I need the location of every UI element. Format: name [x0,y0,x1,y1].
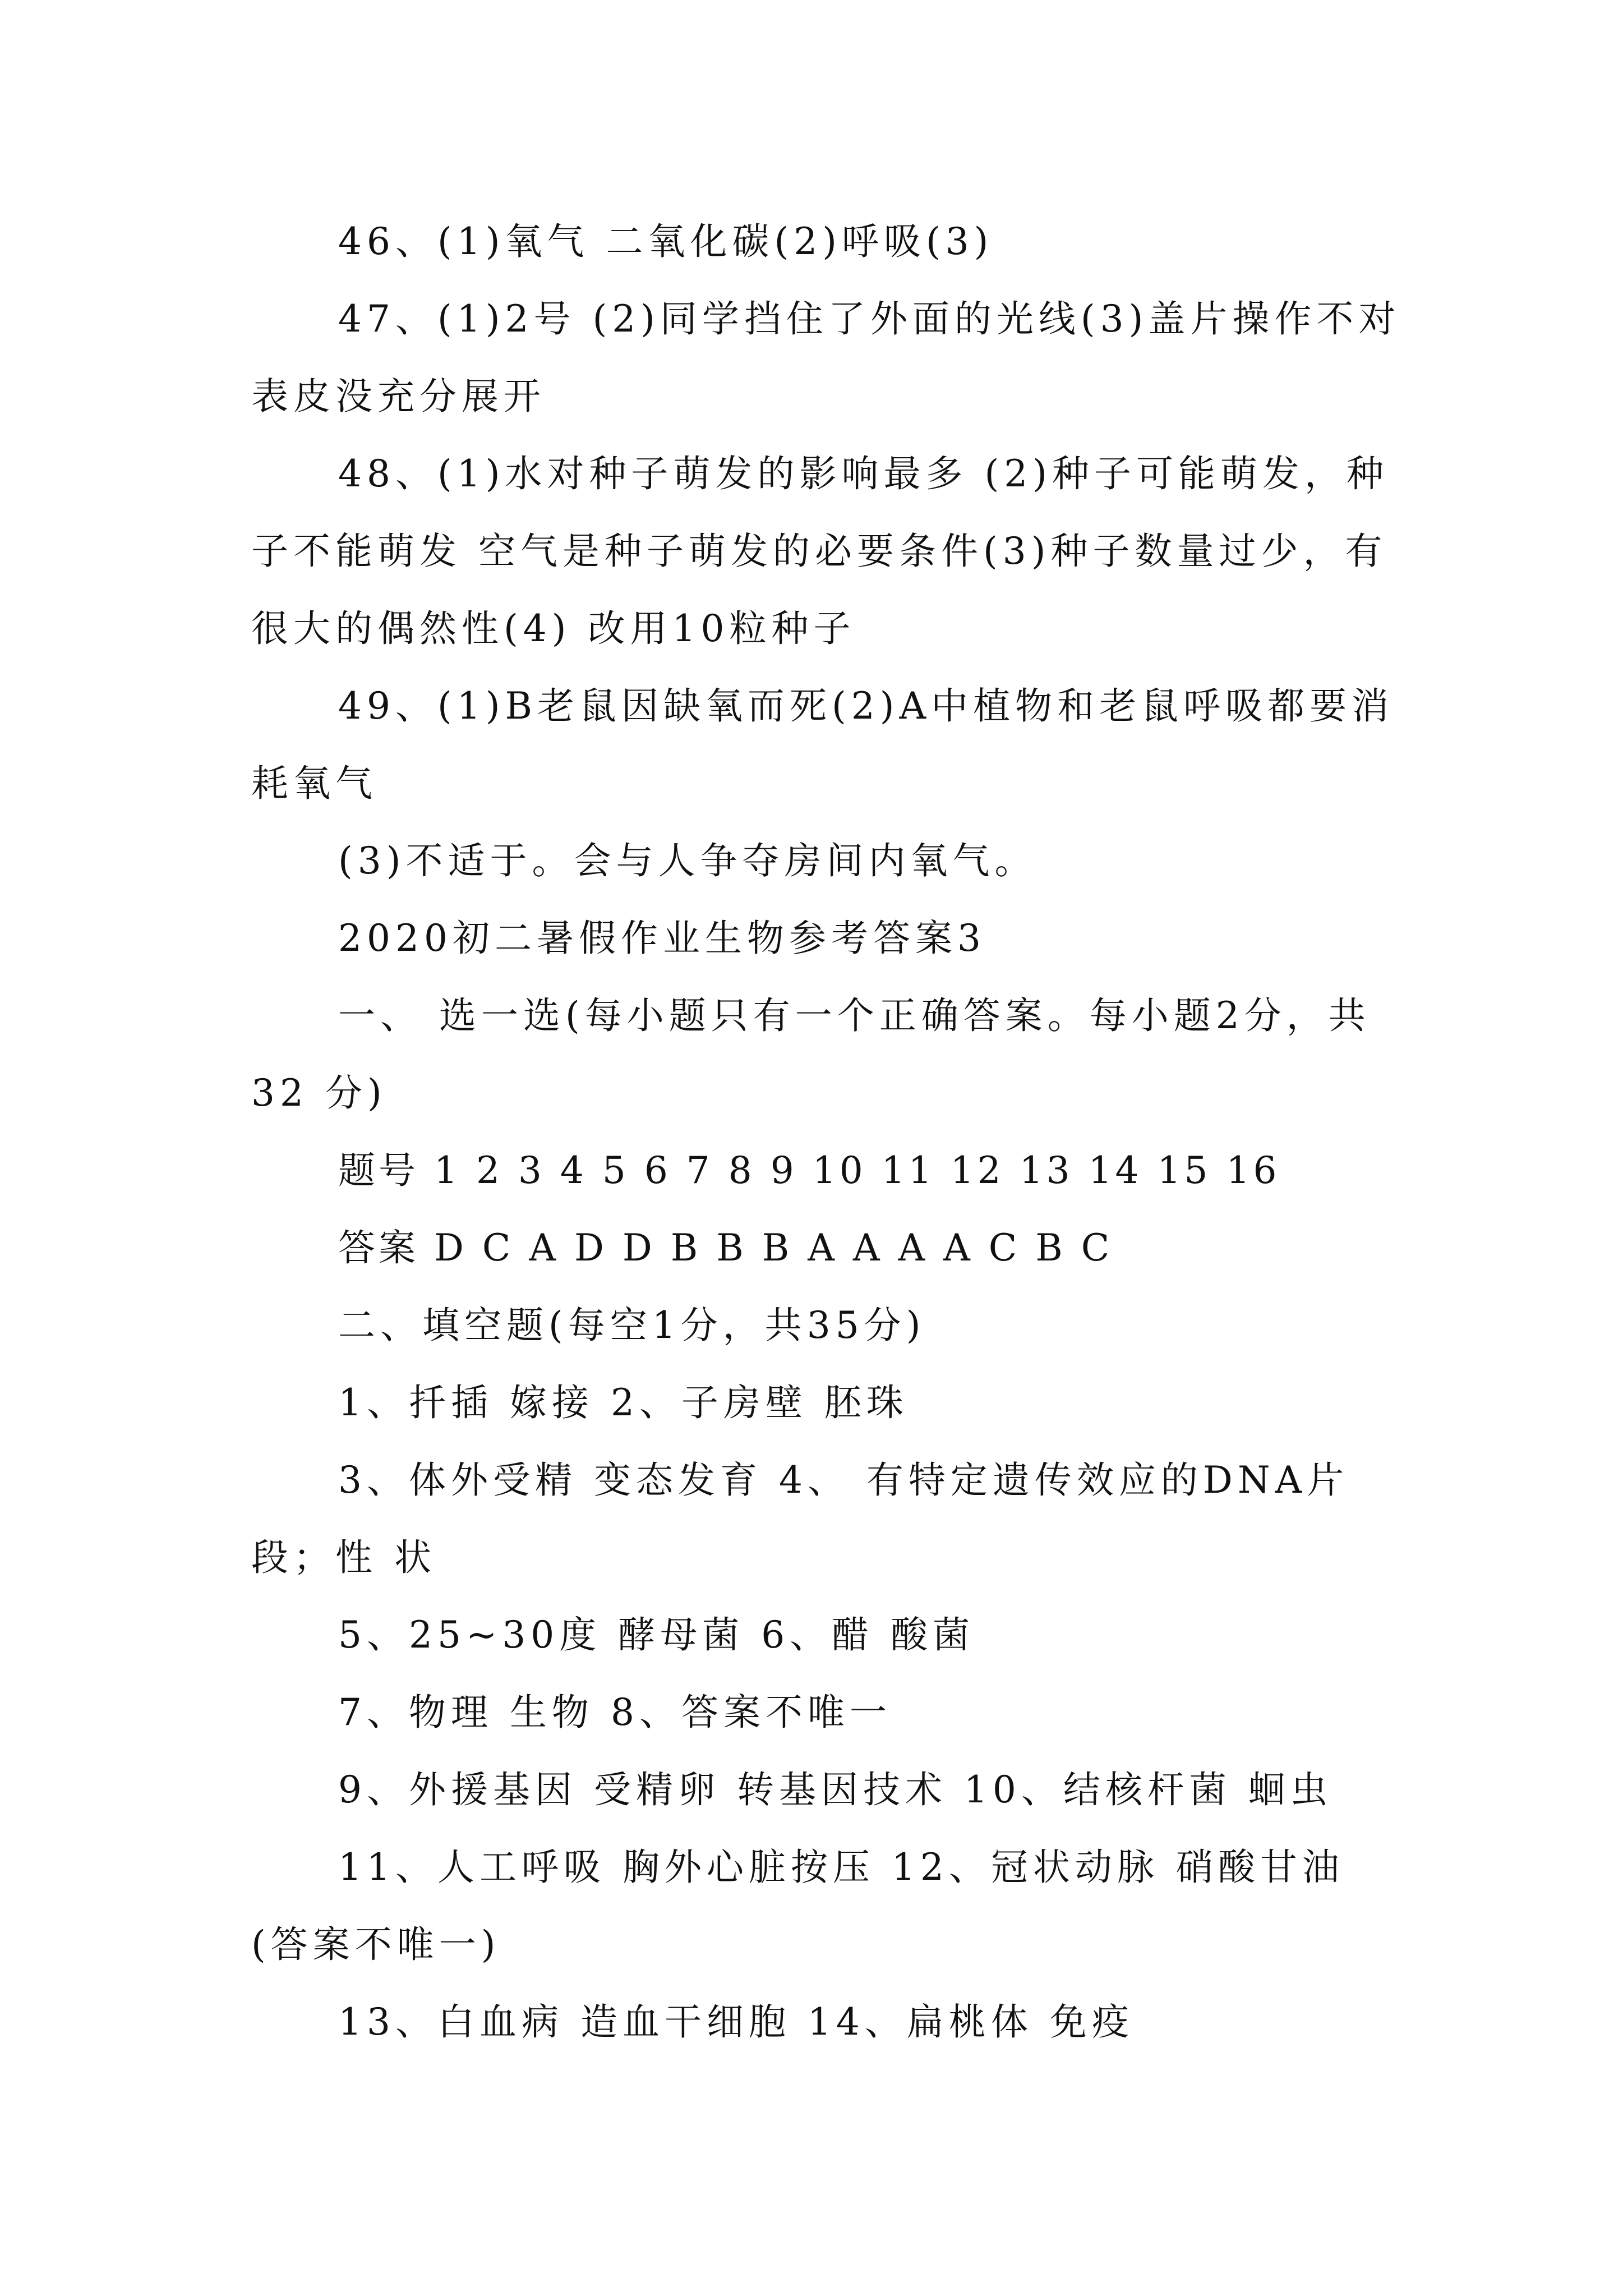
fill-answer-1-2: 1、扦插 嫁接 2、子房壁 胚珠 [338,1381,909,1424]
fill-answer-3-4: 3、体外受精 变态发育 4、 有特定遗传效应的DNA片段；性 状 [251,1458,1349,1579]
document-body [251,203,1401,2061]
answer-49-part-3: (3)不适于。会与人争夺房间内氧气。 [338,839,1037,882]
fill-answer-7-8: 7、物理 生物 8、答案不唯一 [338,1691,892,1734]
section-title: 2020初二暑假作业生物参考答案3 [338,917,986,960]
answer-48: 48、(1)水对种子萌发的影响最多 (2)种子可能萌发，种子不能萌发 空气是种子萌发的必要条件(3)种子数量过少，有很大的偶然性(4) 改用10粒种子 [251,452,1389,650]
fill-answer-11-12: 11、人工呼吸 胸外心脏按压 12、冠状动脉 硝酸甘油(答案不唯一) [251,1846,1344,1966]
answer-key-row: 答案 D C A D D B B B A A A A C B C [338,1226,1113,1269]
fill-answer-5-6: 5、25~30度 酵母菌 6、醋 酸菌 [338,1613,975,1657]
fill-answer-13-14: 13、白血病 造血干细胞 14、扁桃体 免疫 [338,2000,1134,2044]
answer-46: 46、(1)氧气 二氧化碳(2)呼吸(3) [338,220,994,263]
question-number-row: 题号 1 2 3 4 5 6 7 8 9 10 11 12 13 14 15 16 [338,1149,1280,1192]
part-one-heading: 一、 选一选(每小题只有一个正确答案。每小题2分，共32 分) [251,994,1371,1115]
answer-47: 47、(1)2号 (2)同学挡住了外面的光线(3)盖片操作不对 表皮没充分展开 [251,297,1401,418]
answer-49: 49、(1)B老鼠因缺氧而死(2)A中植物和老鼠呼吸都要消耗氧气 [251,684,1394,805]
part-two-heading: 二、填空题(每空1分，共35分) [338,1304,926,1347]
fill-answer-9-10: 9、外援基因 受精卵 转基因技术 10、结核杆菌 蛔虫 [338,1768,1332,1811]
